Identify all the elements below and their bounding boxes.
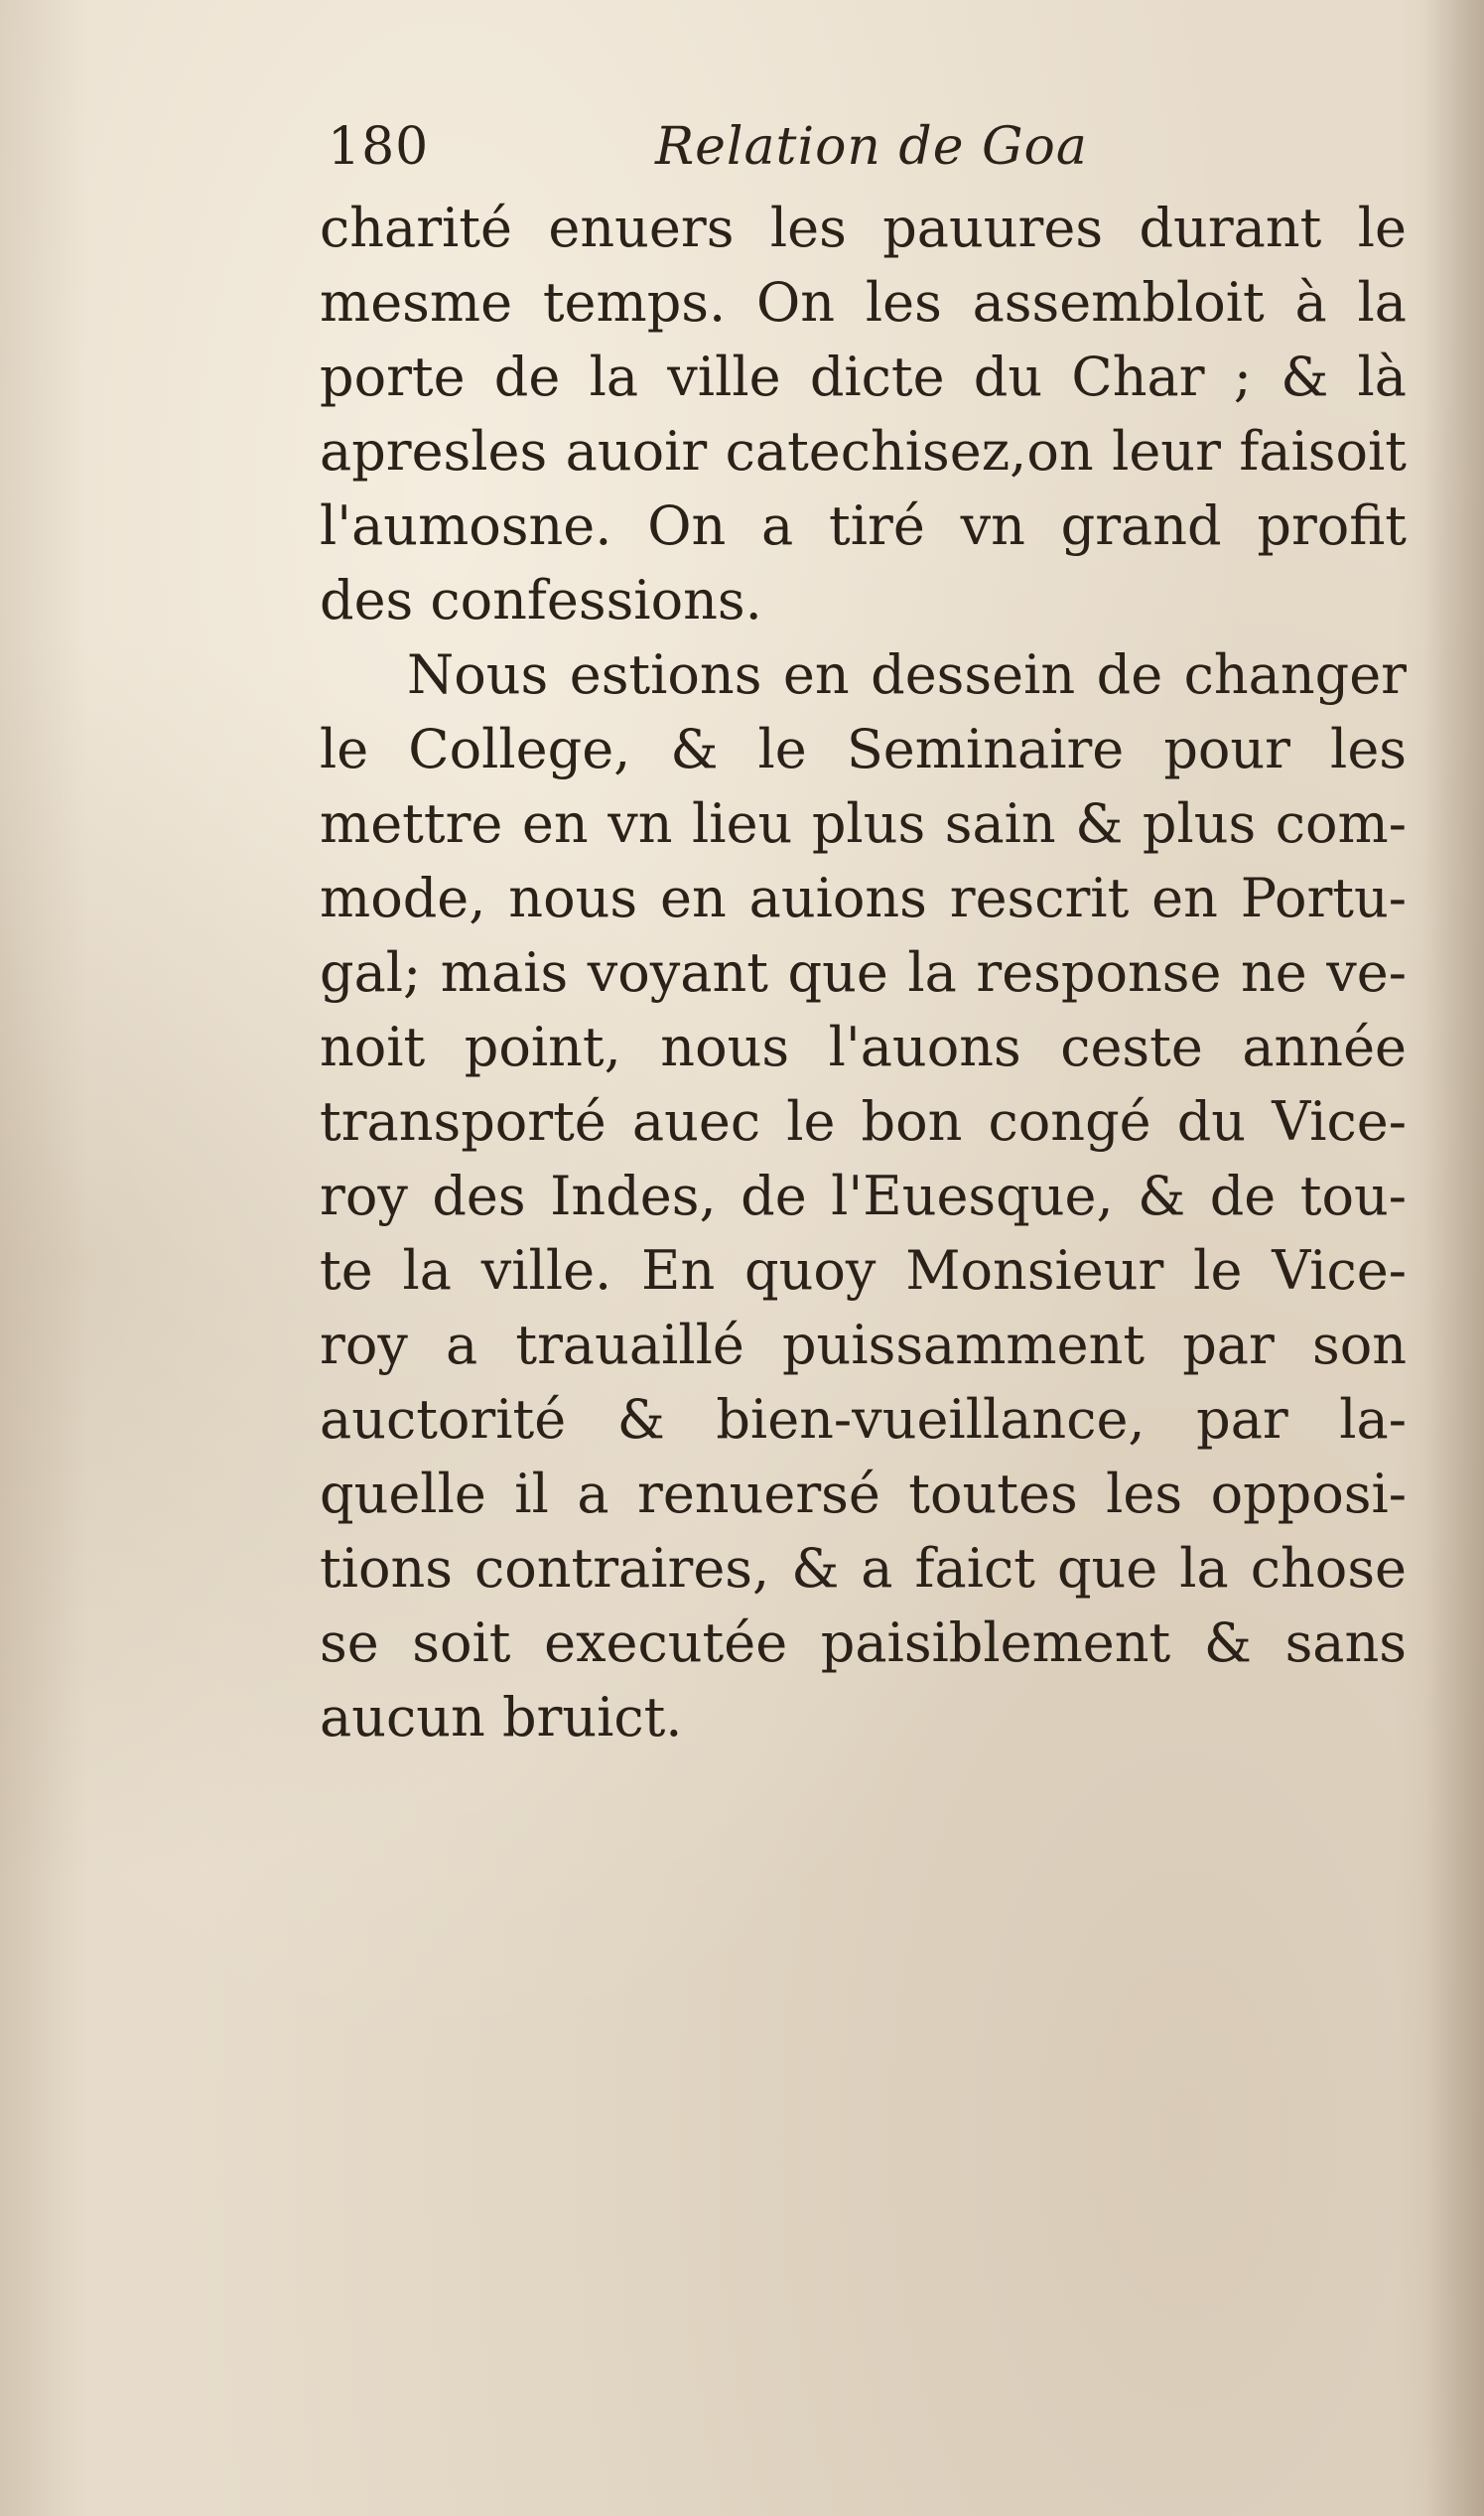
body-text [320, 191, 1407, 1754]
running-head [328, 117, 1400, 187]
text-line: quelle il a renuersé toutes les opposi- [320, 1463, 1407, 1525]
text-line: noit point, nous l'auons ceste année [320, 1016, 1407, 1078]
text-line: se soit executée paisiblement & sans [320, 1611, 1407, 1674]
text-line: mode, nous en auions rescrit en Portu- [320, 867, 1407, 929]
text-line: mesme temps. On les assembloit à la [320, 271, 1407, 334]
text-line: transporté auec le bon congé du Vice- [320, 1090, 1407, 1153]
text-line: porte de la ville dicte du Char ; & là [320, 346, 1407, 408]
text-line: apresles auoir catechisez,on leur faisoit [320, 420, 1407, 483]
text-line: te la ville. En quoy Monsieur le Vice- [320, 1239, 1407, 1302]
page-number: 180 [328, 117, 430, 177]
text-line: charité enuers les pauures durant le [320, 197, 1407, 259]
page-fold-shadow [1424, 0, 1484, 2516]
text-line: tions contraires, & a faict que la chose [320, 1537, 1407, 1600]
text-line: gal; mais voyant que la response ne ve- [320, 941, 1407, 1004]
text-line: roy des Indes, de l'Euesque, & de tou- [320, 1165, 1407, 1227]
text-line: aucun bruict. [320, 1686, 683, 1748]
text-line: des confessions. [320, 569, 762, 631]
paragraph-start-line: Nous estions en dessein de changer [407, 643, 1407, 706]
text-line: roy a trauaillé puissamment par son [320, 1314, 1407, 1376]
text-line: l'aumosne. On a tiré vn grand profit [320, 494, 1407, 557]
text-line: le College, & le Seminaire pour les [320, 718, 1407, 780]
text-line: auctorité & bien-vueillance, par la- [320, 1388, 1407, 1451]
text-line: mettre en vn lieu plus sain & plus com- [320, 792, 1407, 855]
running-title: Relation de Goa [655, 117, 1088, 177]
